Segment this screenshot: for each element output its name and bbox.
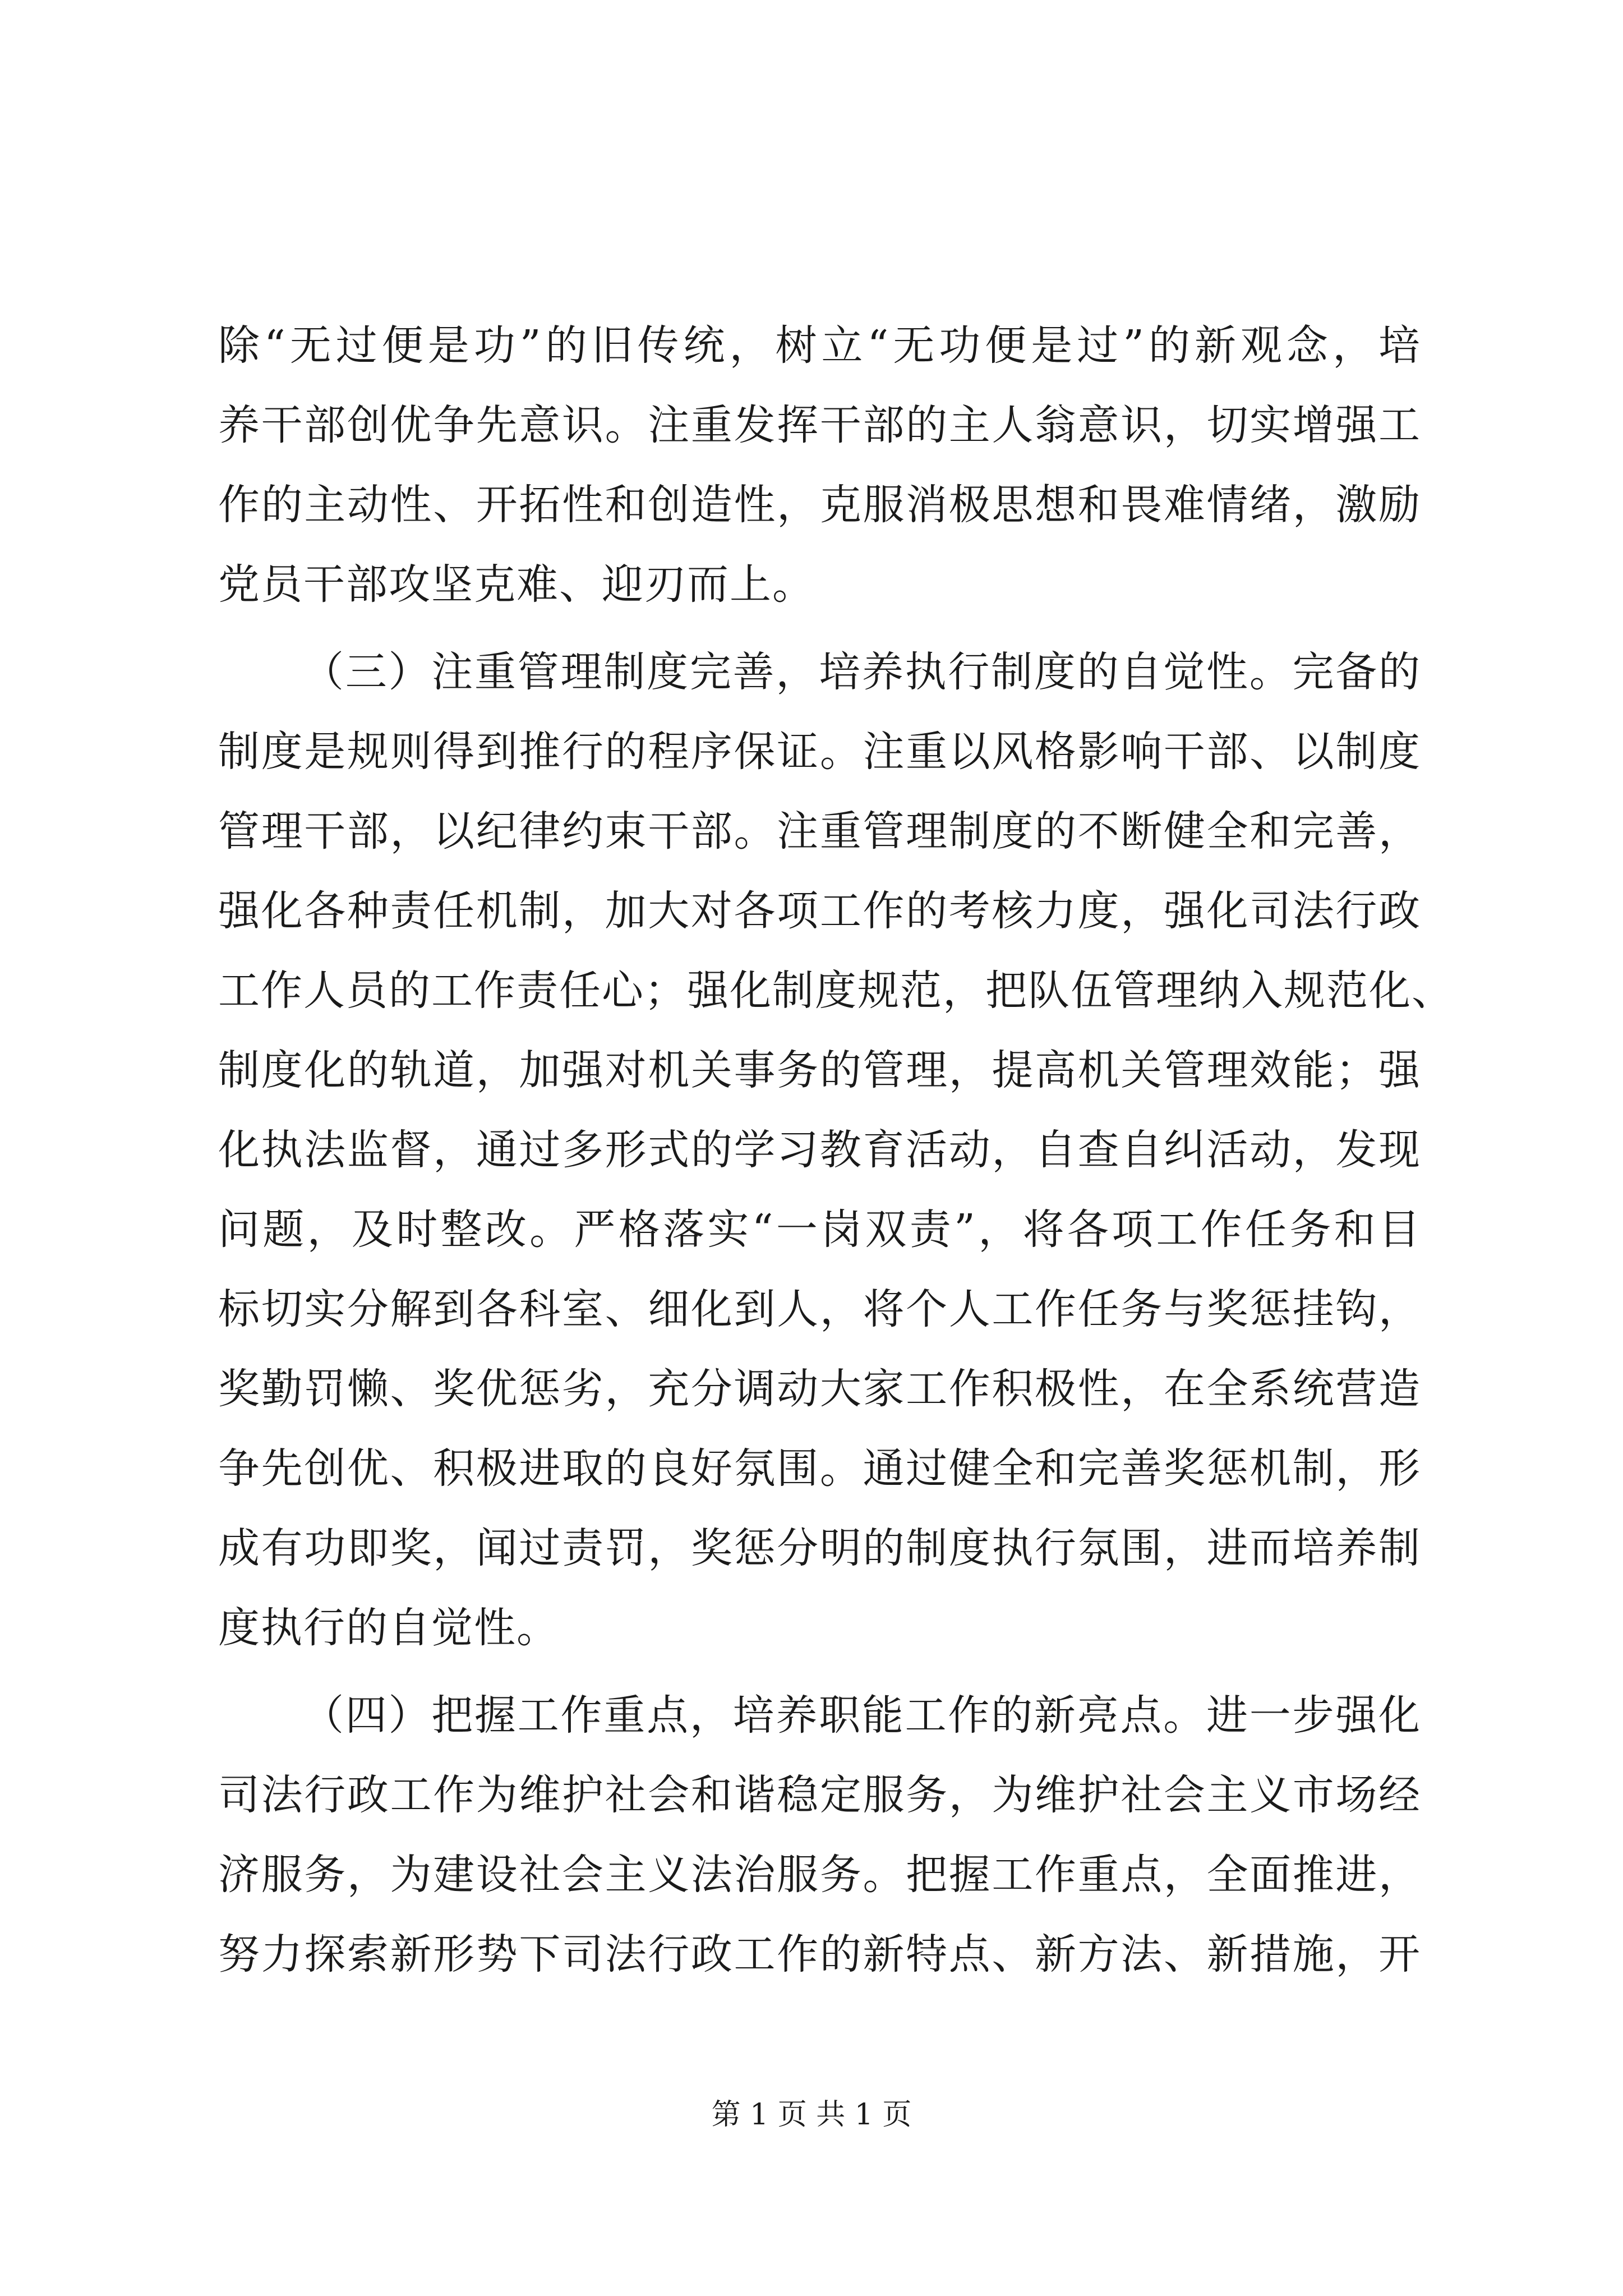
text-line: 度执行的自觉性。	[218, 1604, 559, 1652]
text-line: 工作人员的工作责任心；强化制度规范，把队伍管理纳入规范化、	[218, 967, 1454, 1015]
text-line: 强化各种责任机制，加大对各项工作的考核力度，强化司法行政	[218, 887, 1421, 935]
document-body	[218, 306, 1454, 1994]
text-line: 作的主动性、开拓性和创造性，克服消极思想和畏难情绪，激励	[218, 481, 1421, 529]
paragraph-3	[218, 1676, 1421, 1994]
text-line: 除“无过便是功”的旧传统，树立“无功便是过”的新观念，培	[218, 321, 1421, 370]
paragraph-2	[218, 632, 1454, 1668]
text-line: 制度化的轨道，加强对机关事务的管理，提高机关管理效能；强	[218, 1046, 1421, 1094]
text-line: 问题，及时整改。严格落实“一岗双责”，将各项工作任务和目	[218, 1205, 1421, 1254]
text-line: 标切实分解到各科室、细化到人，将个人工作任务与奖惩挂钩，	[218, 1285, 1421, 1333]
text-line: 制度是规则得到推行的程序保证。注重以风格影响干部、以制度	[218, 728, 1421, 776]
text-line: 奖勤罚懒、奖优惩劣，充分调动大家工作积极性，在全系统营造	[218, 1365, 1421, 1413]
text-line: （四）把握工作重点，培养职能工作的新亮点。进一步强化	[302, 1691, 1421, 1740]
text-line: 司法行政工作为维护社会和谐稳定服务，为维护社会主义市场经	[218, 1771, 1421, 1819]
text-line: 努力探索新形势下司法行政工作的新特点、新方法、新措施，开	[218, 1930, 1421, 1978]
text-line: 管理干部，以纪律约束干部。注重管理制度的不断健全和完善，	[218, 807, 1421, 855]
text-line: 养干部创优争先意识。注重发挥干部的主人翁意识，切实增强工	[218, 401, 1421, 449]
text-line: 争先创优、积极进取的良好氛围。通过健全和完善奖惩机制，形	[218, 1444, 1421, 1493]
text-line: 党员干部攻坚克难、迎刃而上。	[218, 560, 815, 609]
text-line: 化执法监督，通过多形式的学习教育活动，自查自纠活动，发现	[218, 1126, 1421, 1174]
text-line: （三）注重管理制度完善，培养执行制度的自觉性。完备的	[302, 648, 1421, 696]
page-number: 第 1 页 共 1 页	[711, 2098, 912, 2132]
text-line: 成有功即奖，闻过责罚，奖惩分明的制度执行氛围，进而培养制	[218, 1524, 1421, 1572]
paragraph-1	[218, 306, 1421, 624]
page-footer	[0, 2095, 1623, 2134]
text-line: 济服务，为建设社会主义法治服务。把握工作重点，全面推进，	[218, 1851, 1421, 1899]
